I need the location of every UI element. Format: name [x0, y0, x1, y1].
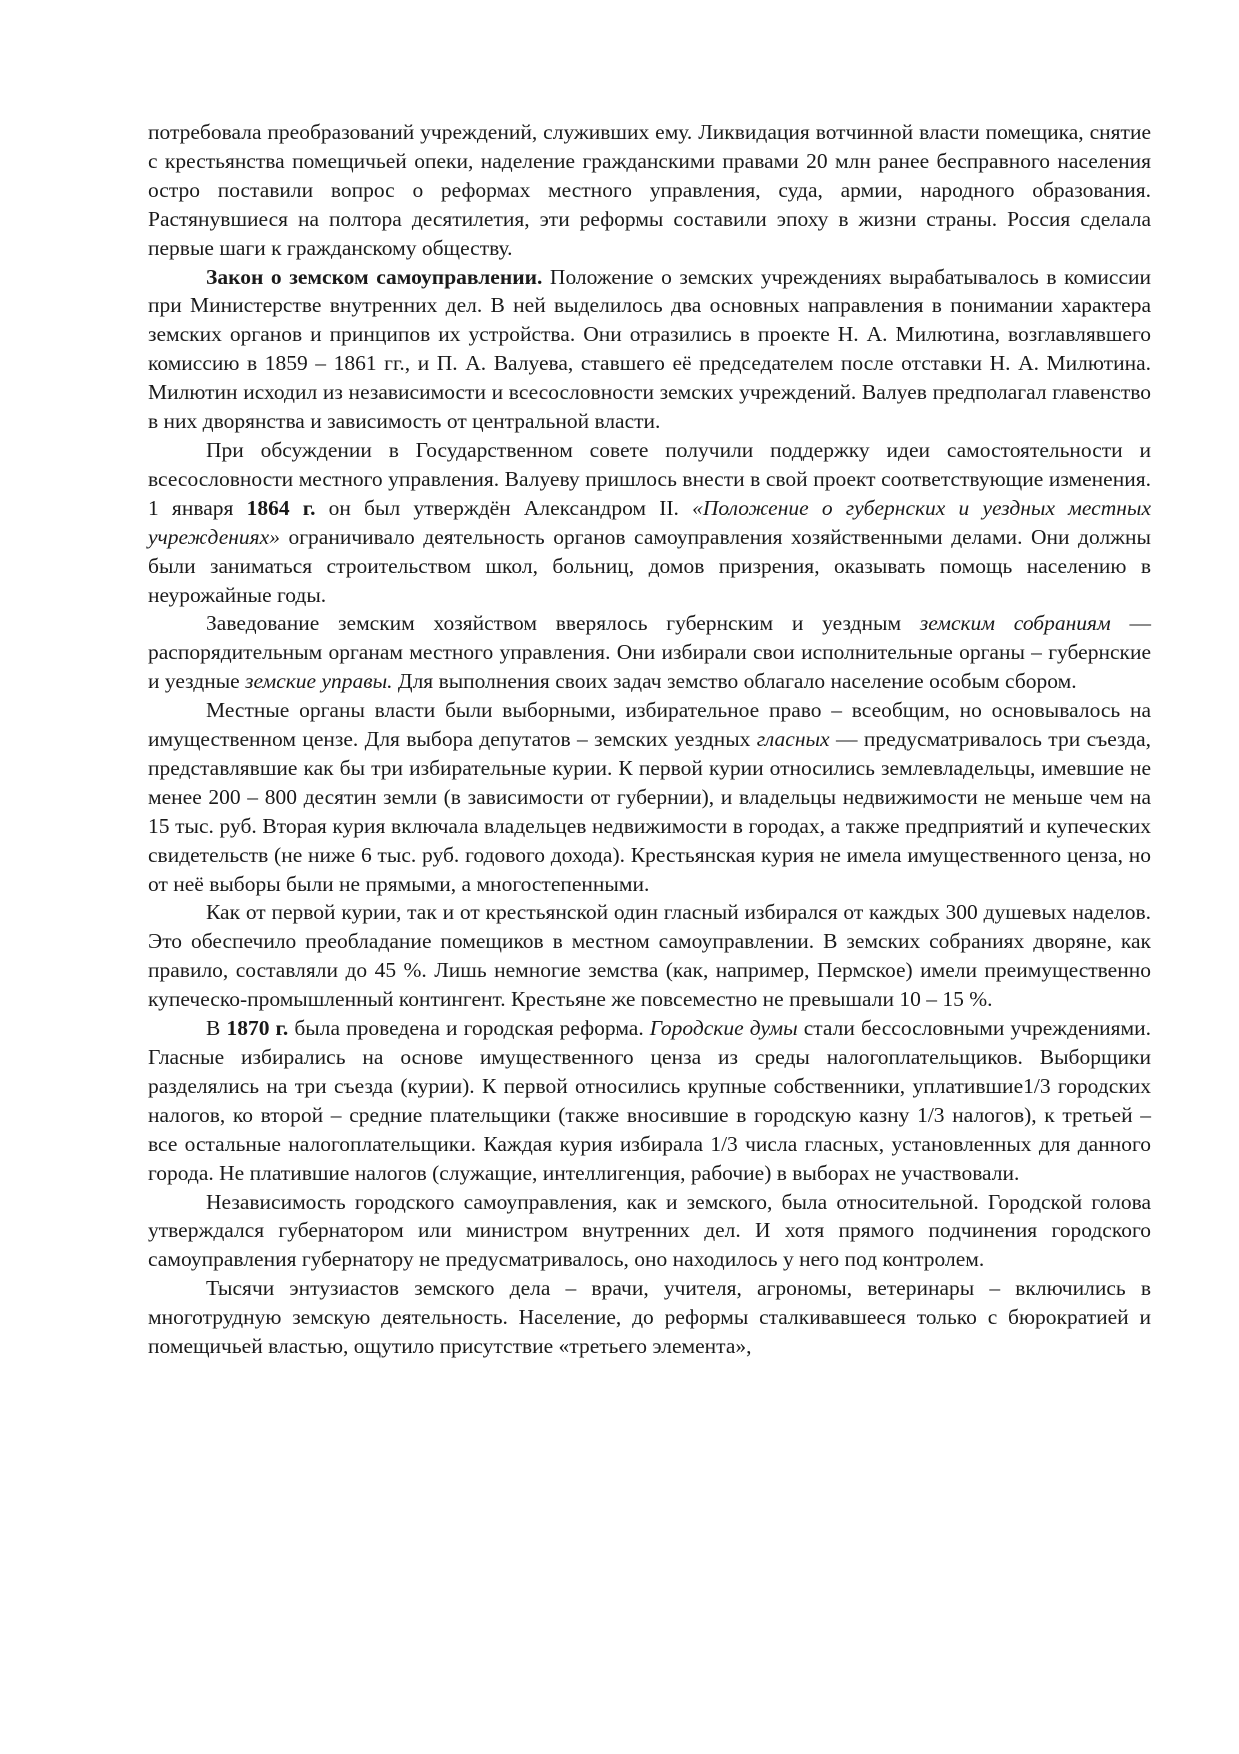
text-run: Для выполнения своих задач земство облагало население особым сбором.	[392, 669, 1077, 694]
text-run: была проведена и городская реформа.	[288, 1016, 650, 1041]
paragraph	[148, 696, 1151, 898]
paragraph	[148, 898, 1151, 1014]
bold-text: 1864 г.	[246, 495, 316, 520]
paragraph	[148, 1188, 1151, 1275]
text-run: он был утверждён Александром II.	[315, 495, 693, 520]
paragraph	[148, 1274, 1151, 1361]
paragraph	[148, 118, 1151, 263]
italic-text: Городские думы	[649, 1016, 798, 1041]
italic-text: «Положение о губернских и уездных местных учреждениях»	[148, 495, 1152, 549]
text-run: При обсуждении в Государственном совете получили поддержку идеи самостоятельности и всесословности местного управления. Валуеву пришлось внести в свой проект соответствующие изменения. 1 января	[148, 437, 1151, 520]
text-run: — распорядительным органам местного управления. Они избирали свои исполнительные органы – губернские и уездные	[148, 611, 1152, 694]
paragraph	[148, 263, 1151, 436]
text-run: В	[206, 1016, 227, 1041]
text-run: потребовала преобразований учреждений, служивших ему. Ликвидация вотчинной власти помещика, снятие с крестьянства помещичьей опеки, наделение гражданскими правами 20 млн ранее бесправного населения остро поставили вопрос о реформах местного управления, суда, армии, народного образования. Растянувшиеся на полтора десятилетия, эти реформы составили эпоху в жизни страны. Россия сделала первые шаги к гражданскому обществу.	[148, 120, 1151, 260]
text-run: Положение о земских учреждениях вырабатывалось в комиссии при Министерстве внутренних дел. В ней выделилось два основных направления в понимании характера земских органов и принципов их устройства. Они отразились в проекте Н. А. Милютина, возглавлявшего комиссию в 1859 – 1861 гг., и П. А. Валуева, ставшего её председателем после отставки Н. А. Милютина. Милютин исходил из независимости и всесословности земских учреждений. Валуев предполагал главенство в них дворянства и зависимость от центральной власти.	[148, 264, 1151, 434]
text-run: Местные органы власти были выборными, избирательное право – всеобщим, но основывалось на имущественном цензе. Для выбора депутатов – земских уездных	[148, 698, 1151, 752]
text-run: стали бессословными учреждениями. Гласные избирались на основе имущественного ценза из среды налогоплательщиков. Выборщики разделялись на три съезда (курии). К первой относились крупные собственники, уплатившие1/3 городских налогов, ко второй – средние плательщики (также вносившие в городскую казну 1/3 налогов), к третьей – все остальные налогоплательщики. Каждая курия избирала 1/3 числа гласных, установленных для данного города. Не платившие налогов (служащие, интеллигенция, рабочие) в выборах не участвовали.	[148, 1016, 1152, 1185]
bold-text: 1870 г.	[226, 1016, 289, 1041]
italic-text: гласных	[756, 727, 830, 752]
text-run: ограничивало деятельность органов самоуправления хозяйственными делами. Они должны были заниматься строительством школ, больниц, домов призрения, оказывать помощь населению в неурожайные годы.	[148, 524, 1151, 607]
text-run: Тысячи энтузиастов земского дела – врачи, учителя, агрономы, ветеринары – включились в многотрудную земскую деятельность. Население, до реформы сталкивавшееся только с бюрократией и помещичьей властью, ощутило присутствие «третьего элемента»,	[148, 1276, 1151, 1359]
paragraph	[148, 1014, 1151, 1187]
italic-text: земским собраниям	[919, 611, 1111, 636]
text-run: Как от первой курии, так и от крестьянской один гласный избирался от каждых 300 душевых наделов. Это обеспечило преобладание помещиков в местном самоуправлении. В земских собраниях дворяне, как правило, составляли до 45 %. Лишь немногие земства (как, например, Пермское) имели преимущественно купеческо-промышленный контингент. Крестьяне же повсеместно не превышали 10 – 15 %.	[148, 900, 1151, 1012]
paragraph	[148, 609, 1151, 696]
text-run: Независимость городского самоуправления, как и земского, была относительной. Городской голова утверждался губернатором или министром внутренних дел. И хотя прямого подчинения городского самоуправления губернатору не предусматривалось, оно находилось у него под контролем.	[148, 1189, 1151, 1272]
text-run: Заведование земским хозяйством вверялось губернским и уездным	[206, 611, 920, 636]
italic-text: земские управы.	[245, 669, 393, 694]
text-run: — предусматривалось три съезда, представлявшие как бы три избирательные курии. К первой курии относились землевладельцы, имевшие не менее 200 – 800 десятин земли (в зависимости от губернии), и владельцы недвижимости не меньше чем на 15 тыс. руб. Вторая курия включала владельцев недвижимости в городах, а также предприятий и купеческих свидетельств (не ниже 6 тыс. руб. годового дохода). Крестьянская курия не имела имущественного ценза, но от неё выборы были не прямыми, а многостепенными.	[148, 727, 1151, 896]
bold-text: Закон о земском самоуправлении.	[206, 264, 543, 289]
document-page	[148, 118, 1151, 1361]
paragraph	[148, 436, 1151, 609]
